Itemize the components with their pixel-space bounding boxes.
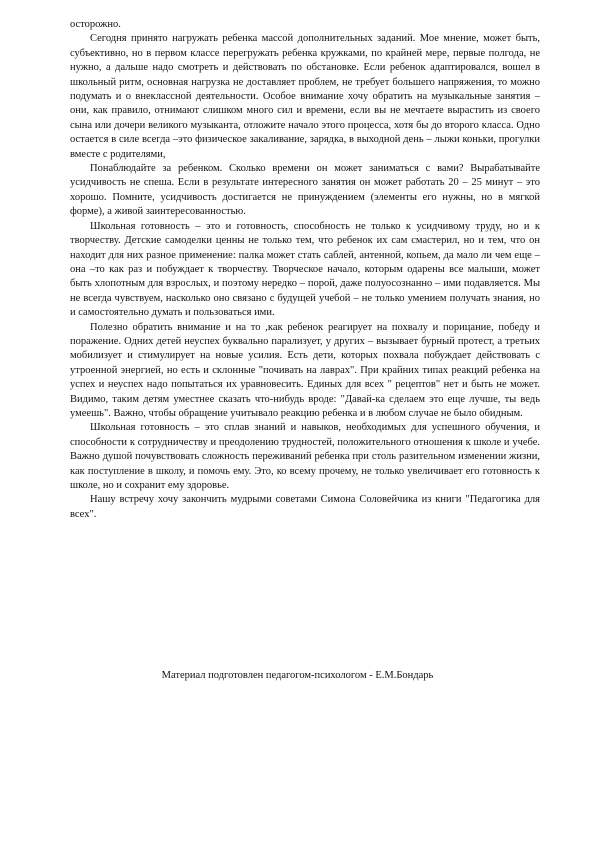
paragraph-school-readiness: Школьная готовность – это сплав знаний и навыков, необходимых для успешного обучения, и способности к сотрудничеству и преодолению трудностей, положительного отношения к школе и учебе. Важно душой почувствовать сложность переживаний ребенка при столь разительном изменении жизни, как поступление в школу, и помочь ему. Это, ко всему прочему, не только увеличивает его готовность к школе, но и сохранит ему здоровье. bbox=[70, 422, 540, 491]
paragraph-closing: Нашу встречу хочу закончить мудрыми советами Симона Соловейчика из книги "Педагогика для всех". bbox=[70, 494, 540, 520]
paragraph-continuation: осторожно. bbox=[70, 19, 121, 30]
document-body bbox=[70, 18, 540, 522]
author-credit: Материал подготовлен педагогом-психологом - Е.М.Бондарь bbox=[161, 670, 434, 681]
paragraph-praise-reaction: Полезно обратить внимание и на то ,как ребенок реагирует на похвалу и порицание, победу и поражение. Одних детей неуспех буквально парализует, у других – вызывает бурный протест, а третьих мобилизует и стимулирует на новые усилия. Есть дети, которых похвала побуждает действовать с утроенной энергией, но есть и склонные "почивать на лаврах". При крайних типах реакций ребенка на успех и неуспех надо попытаться их уравновесить. Единых для всех " рецептов" нет и быть не может. Видимо, таким детям уместнее сказать что-нибудь вроде: "Давай-ка сделаем это еще лучше, ты ведь умеешь". Важно, чтобы обращение учитывало реакцию ребенка и в любом случае не было обидным. bbox=[70, 321, 540, 419]
paragraph-creativity: Школьная готовность – это и готовность, способность не только к усидчивому труду, но и к творчеству. Детские самоделки ценны не только тем, что ребенок их сам смастерил, но и тем, что он находит для них разное применение: палка может стать саблей, антенной, копьем, да мало ли чем еще – она –то как раз и побуждает к творчеству. Творческое начало, которым одарены все малыши, может быть хлопотным для взрослых, и поэтому нередко – порой, даже полуосознанно – ими подавляется. Мы не всегда чувствуем, насколько оно связано с будущей учебой – не только умением получать знания, но и самостоятельно думать и пользоваться ими. bbox=[70, 220, 540, 319]
paragraph-extra-activities: Сегодня принято нагружать ребенка массой дополнительных заданий. Мое мнение, может быть, субъективно, но в первом классе перегружать ребенка кружками, по крайней мере, первые полгода, не нужно, а дальше надо смотреть и действовать по обстановке. Если ребенок адаптировался, вошел в школьный ритм, основная нагрузка не доставляет проблем, не требует большего напряжения, то можно подумать и о внеклассной деятельности. Особое внимание хочу обратить на музыкальные занятия – они, как правило, отнимают слишком много сил и времени, если вы не мечтаете вырастить из своего сына или дочери великого музыканта, отложите начало этого процесса, хотя бы до второго класса. Одно остается в силе всегда –это физическое закаливание, зарядка, в выходной день – лыжи коньки, прогулки вместе с родителями, bbox=[70, 33, 540, 160]
paragraph-perseverance: Понаблюдайте за ребенком. Сколько времени он может заниматься с вами? Вырабатывайте усидчивость не спеша. Если в результате интересного занятия он может работать 20 – 25 минут – это хорошо. Помните, усидчивость достигается не принуждением (элементы его нужны, но в мягкой форме), а живой заинтересованностью. bbox=[70, 163, 540, 218]
